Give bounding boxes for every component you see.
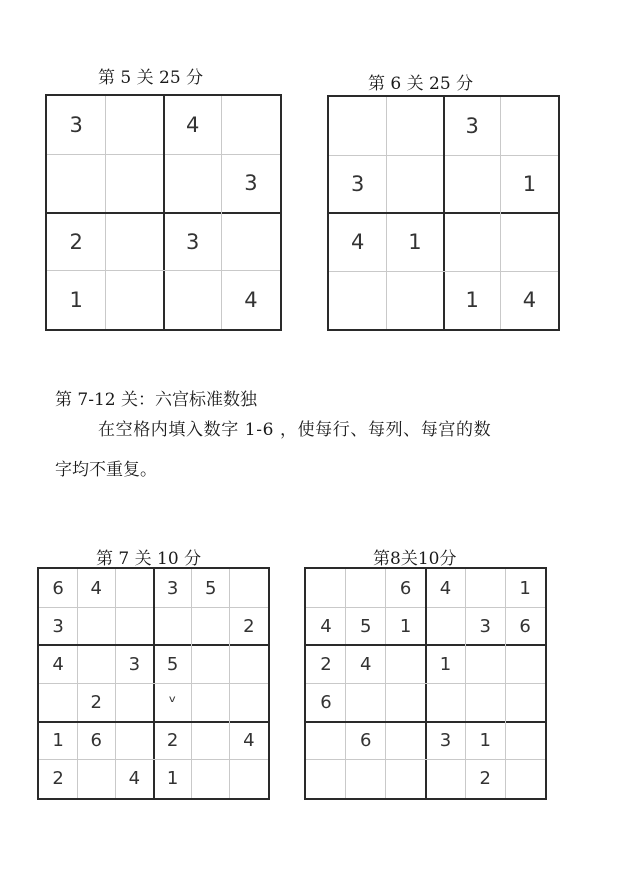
sudoku-cell[interactable] [39, 684, 77, 722]
sudoku-cell[interactable] [105, 213, 163, 271]
section-heading: 第 7-12 关：六宫标准数独 [55, 390, 257, 410]
sudoku-cell[interactable] [386, 155, 443, 213]
sudoku-cell[interactable] [505, 684, 545, 722]
sudoku-cell[interactable]: 1 [69, 287, 83, 312]
puzzle-6-title: 第 6 关 25 分 [368, 74, 474, 94]
sudoku-cell[interactable]: 4 [90, 577, 102, 599]
sudoku-cell[interactable]: 4 [128, 768, 141, 790]
puzzle-7-title: 第 7 关 10 分 [96, 549, 202, 569]
sudoku-cell[interactable]: 3 [69, 113, 83, 138]
sudoku-cell[interactable] [465, 684, 505, 722]
sudoku-cell[interactable] [164, 271, 222, 329]
sudoku-cell[interactable] [465, 569, 505, 607]
sudoku-cell[interactable] [346, 684, 386, 722]
sudoku-cell[interactable] [465, 645, 505, 683]
sudoku-cell[interactable]: 1 [399, 615, 412, 637]
sudoku-cell[interactable] [115, 569, 153, 607]
sudoku-cell[interactable]: 3 [439, 730, 452, 752]
sudoku-cell[interactable] [505, 722, 545, 760]
sudoku-cell[interactable] [154, 607, 192, 645]
sudoku-cell[interactable]: 2 [479, 768, 491, 790]
sudoku-cell[interactable]: 4 [185, 113, 200, 138]
sudoku-cell[interactable]: 2 [243, 615, 255, 637]
sudoku-cell[interactable]: 4 [360, 653, 372, 675]
sudoku-cell[interactable]: 3 [128, 653, 141, 675]
sudoku-cell[interactable] [306, 722, 346, 760]
instruction-line-1: 在空格内填入数字 1-6 ，使每行、每列、每宫的数 [98, 420, 492, 440]
sudoku-cell[interactable] [105, 154, 163, 212]
sudoku-cell[interactable] [230, 645, 268, 683]
sudoku-cell[interactable]: 1 [52, 730, 64, 752]
sudoku-cell[interactable] [77, 645, 115, 683]
sudoku-cell[interactable] [192, 722, 230, 760]
sudoku-board-8 [304, 567, 547, 800]
sudoku-cell[interactable] [306, 569, 346, 607]
sudoku-cell[interactable]: 1 [479, 730, 491, 752]
sudoku-cell[interactable]: 2 [90, 692, 102, 714]
sudoku-cell[interactable]: 3 [52, 615, 64, 637]
sudoku-board-5 [45, 94, 282, 331]
sudoku-cell[interactable] [77, 760, 115, 798]
sudoku-cell[interactable]: 3 [465, 114, 479, 138]
sudoku-cell[interactable] [192, 607, 230, 645]
sudoku-cell[interactable]: 4 [439, 577, 452, 599]
sudoku-cell[interactable]: 3 [479, 615, 491, 637]
sudoku-cell[interactable]: 5 [205, 577, 217, 599]
sudoku-cell[interactable]: 3 [166, 577, 179, 599]
sudoku-cell[interactable] [192, 684, 230, 722]
sudoku-cell[interactable] [346, 760, 386, 798]
sudoku-cell[interactable] [386, 271, 443, 329]
sudoku-cell[interactable] [115, 684, 153, 722]
sudoku-cell[interactable]: 4 [243, 730, 255, 752]
sudoku-cell[interactable]: 6 [399, 577, 412, 599]
sudoku-board-7 [37, 567, 270, 800]
sudoku-cell[interactable] [306, 760, 346, 798]
sudoku-cell[interactable]: 6 [52, 577, 64, 599]
sudoku-cell[interactable]: 4 [320, 615, 332, 637]
sudoku-cell[interactable] [386, 97, 443, 155]
sudoku-cell[interactable]: 6 [519, 615, 531, 637]
sudoku-cell[interactable] [77, 607, 115, 645]
sudoku-cell[interactable]: 2 [166, 730, 179, 752]
sudoku-cell[interactable] [230, 569, 268, 607]
sudoku-cell[interactable] [386, 722, 426, 760]
sudoku-cell[interactable] [230, 760, 268, 798]
sudoku-cell[interactable]: 1 [465, 288, 479, 312]
sudoku-board-6 [327, 95, 560, 331]
sudoku-cell[interactable]: 4 [244, 287, 258, 312]
sudoku-cell[interactable] [222, 213, 280, 271]
sudoku-cell[interactable]: 5 [360, 615, 372, 637]
sudoku-cell[interactable] [501, 213, 558, 271]
sudoku-cell[interactable]: 4 [52, 653, 64, 675]
sudoku-cell[interactable] [426, 684, 466, 722]
sudoku-cell[interactable] [47, 154, 105, 212]
sudoku-cell[interactable]: 3 [185, 229, 200, 254]
sudoku-cell[interactable]: 1 [439, 653, 452, 675]
sudoku-cell[interactable] [444, 213, 501, 271]
sudoku-cell[interactable]: 6 [320, 692, 332, 714]
sudoku-cell[interactable]: 2 [69, 229, 83, 254]
sudoku-cell[interactable] [192, 645, 230, 683]
sudoku-cell[interactable] [164, 154, 222, 212]
sudoku-cell[interactable] [222, 96, 280, 154]
sudoku-cell[interactable] [115, 722, 153, 760]
sudoku-cell[interactable]: 1 [408, 230, 422, 254]
sudoku-cell[interactable] [426, 760, 466, 798]
sudoku-cell[interactable] [386, 645, 426, 683]
sudoku-cell[interactable] [192, 760, 230, 798]
puzzle-8-title: 第8关10分 [373, 549, 457, 569]
sudoku-cell[interactable]: 4 [522, 288, 537, 312]
sudoku-cell[interactable]: 3 [350, 172, 365, 196]
instruction-line-2: 字均不重复。 [55, 460, 157, 480]
sudoku-cell[interactable] [444, 155, 501, 213]
sudoku-cell[interactable] [426, 607, 466, 645]
sudoku-cell[interactable] [501, 97, 558, 155]
sudoku-cell[interactable] [329, 97, 386, 155]
sudoku-cell[interactable]: 2 [52, 768, 64, 790]
sudoku-cell[interactable]: 3 [244, 171, 258, 196]
sudoku-cell[interactable] [115, 607, 153, 645]
sudoku-cell[interactable] [386, 684, 426, 722]
puzzle-5-title: 第 5 关 25 分 [98, 68, 204, 88]
sudoku-cell[interactable] [505, 760, 545, 798]
sudoku-cell[interactable] [329, 271, 386, 329]
sudoku-cell[interactable]: 6 [360, 730, 372, 752]
sudoku-cell[interactable]: ᵛ [168, 692, 177, 714]
sudoku-cell[interactable]: 1 [519, 577, 531, 599]
sudoku-cell[interactable]: 6 [90, 730, 102, 752]
sudoku-cell[interactable] [105, 96, 163, 154]
sudoku-cell[interactable]: 1 [166, 768, 179, 790]
sudoku-cell[interactable] [230, 684, 268, 722]
sudoku-cell[interactable]: 5 [166, 653, 179, 675]
sudoku-cell[interactable] [386, 760, 426, 798]
sudoku-cell[interactable]: 4 [350, 230, 365, 254]
sudoku-cell[interactable]: 2 [320, 653, 332, 675]
sudoku-cell[interactable] [105, 271, 163, 329]
sudoku-cell[interactable] [346, 569, 386, 607]
sudoku-cell[interactable] [505, 645, 545, 683]
sudoku-cell[interactable]: 1 [522, 172, 537, 196]
